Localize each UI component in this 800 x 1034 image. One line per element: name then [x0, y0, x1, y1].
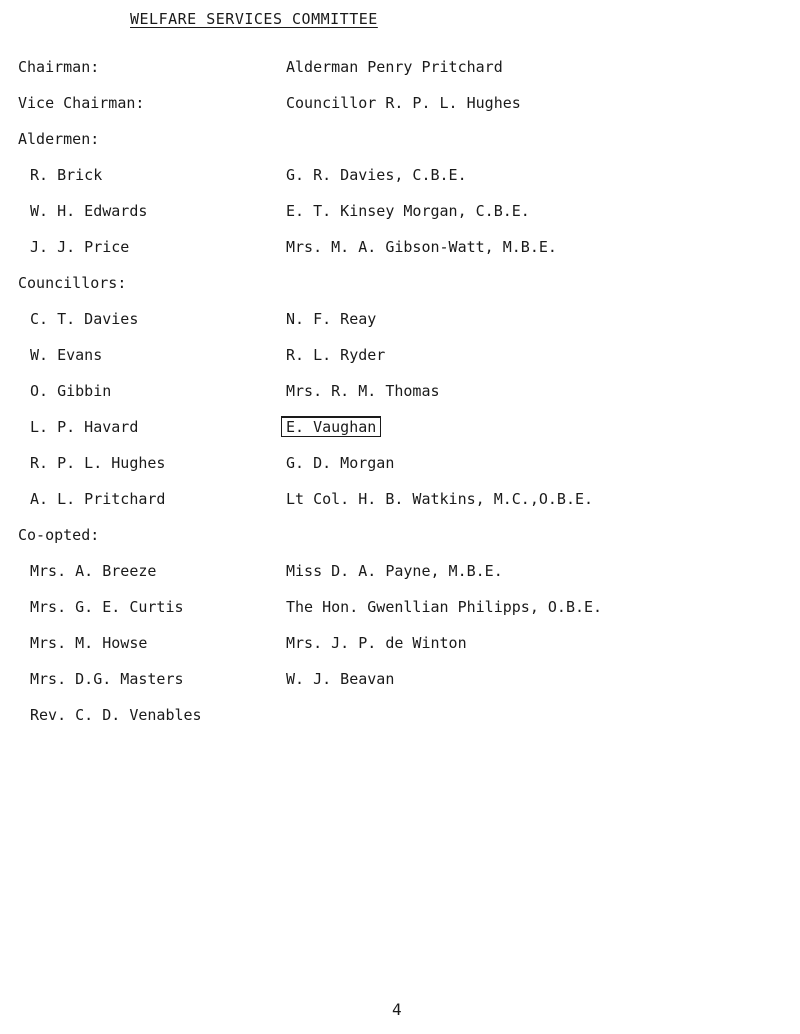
co-opted-left: Rev. C. D. Venables: [30, 706, 202, 724]
aldermen-label: Aldermen:: [18, 130, 100, 148]
document-title: WELFARE SERVICES COMMITTEE: [130, 10, 378, 28]
boxed-name: E. Vaughan: [281, 416, 381, 437]
alderman-right: G. R. Davies, C.B.E.: [286, 166, 467, 184]
councillor-left: W. Evans: [30, 346, 103, 364]
co-opted-right: Miss D. A. Payne, M.B.E.: [286, 562, 503, 580]
vice-chairman-name: Councillor R. P. L. Hughes: [286, 94, 521, 112]
alderman-left: R. Brick: [30, 166, 103, 184]
councillor-left: O. Gibbin: [30, 382, 112, 400]
alderman-left: J. J. Price: [30, 238, 130, 256]
councillors-label: Councillors:: [18, 274, 127, 292]
chairman-name: Alderman Penry Pritchard: [286, 58, 503, 76]
alderman-right: E. T. Kinsey Morgan, C.B.E.: [286, 202, 530, 220]
co-opted-left: Mrs. G. E. Curtis: [30, 598, 184, 616]
co-opted-left: Mrs. M. Howse: [30, 634, 148, 652]
vice-chairman-label: Vice Chairman:: [18, 94, 145, 112]
councillor-left: A. L. Pritchard: [30, 490, 166, 508]
page-number: 4: [392, 1000, 402, 1019]
alderman-left: W. H. Edwards: [30, 202, 148, 220]
co-opted-label: Co-opted:: [18, 526, 100, 544]
councillor-right: Lt Col. H. B. Watkins, M.C.,O.B.E.: [286, 490, 594, 508]
co-opted-left: Mrs. A. Breeze: [30, 562, 157, 580]
councillor-left: R. P. L. Hughes: [30, 454, 166, 472]
councillor-right: N. F. Reay: [286, 310, 377, 328]
councillor-right: Mrs. R. M. Thomas: [286, 382, 440, 400]
councillor-right: [286, 418, 381, 436]
co-opted-left: Mrs. D.G. Masters: [30, 670, 184, 688]
councillor-left: C. T. Davies: [30, 310, 139, 328]
councillor-left: L. P. Havard: [30, 418, 139, 436]
alderman-right: Mrs. M. A. Gibson-Watt, M.B.E.: [286, 238, 557, 256]
co-opted-right: Mrs. J. P. de Winton: [286, 634, 467, 652]
chairman-label: Chairman:: [18, 58, 100, 76]
councillor-right: G. D. Morgan: [286, 454, 395, 472]
councillor-right: R. L. Ryder: [286, 346, 386, 364]
co-opted-right: W. J. Beavan: [286, 670, 395, 688]
co-opted-right: The Hon. Gwenllian Philipps, O.B.E.: [286, 598, 603, 616]
